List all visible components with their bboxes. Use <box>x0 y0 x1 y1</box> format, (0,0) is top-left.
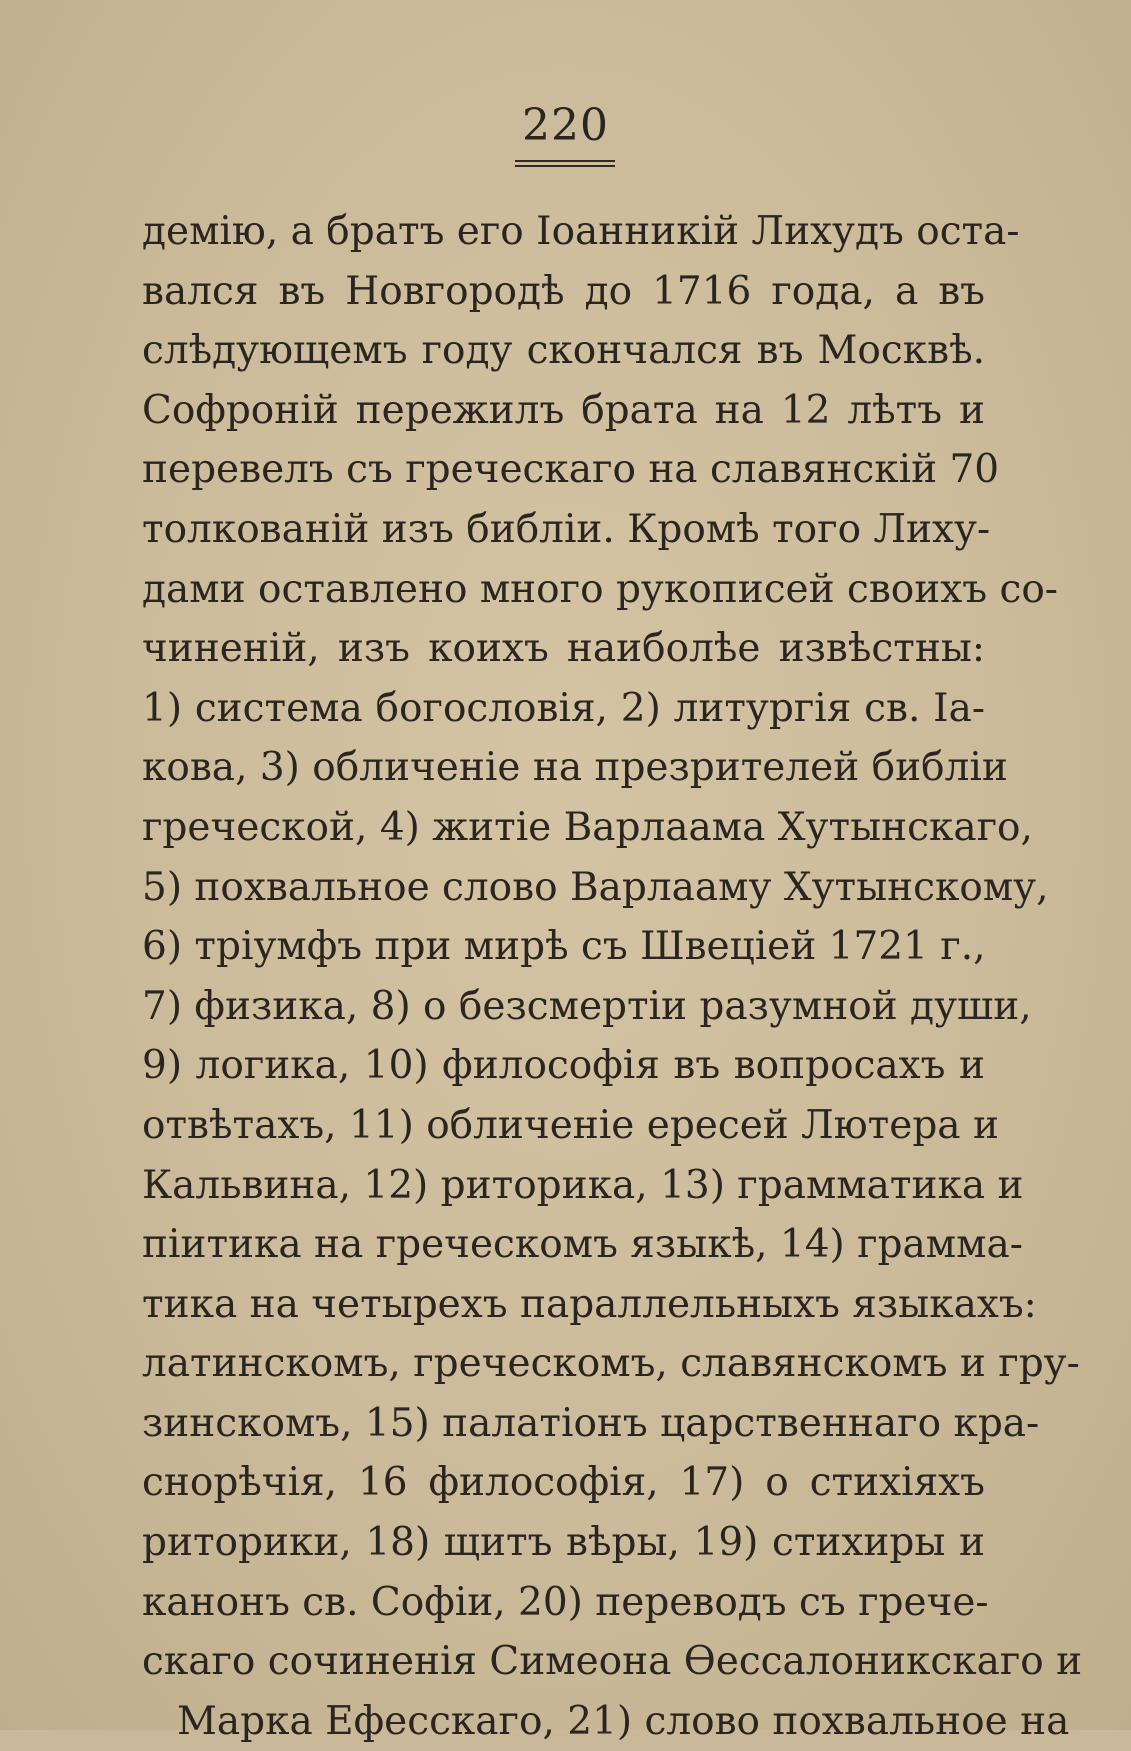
text-line: Кальвина, 12) риторика, 13) грамматика и <box>142 1162 1024 1208</box>
text-line: Софроній пережилъ брата на 12 лѣтъ и <box>142 387 985 433</box>
text-line: зинскомъ, 15) палатіонъ царственнаго кра- <box>142 1400 1040 1446</box>
text-line: отвѣтахъ, 11) обличеніе ересей Лютера и <box>142 1102 999 1148</box>
text-line: толкованій изъ библіи. Кромѣ того Лиху- <box>142 506 991 552</box>
header-rule-top <box>515 160 615 162</box>
text-line: 9) логика, 10) философія въ вопросахъ и <box>142 1043 985 1089</box>
text-line: Марка Ефесскаго, 21) слово похвальное на <box>177 1698 1070 1744</box>
text-line: 1) система богословія, 2) литургія св. Іа- <box>142 685 985 731</box>
text-line: слѣдующемъ году скончался въ Москвѣ. <box>142 328 985 374</box>
text-line: снорѣчія, 16 философія, 17) о стихіяхъ <box>142 1460 985 1506</box>
text-line: канонъ св. Софіи, 20) переводъ съ грече- <box>142 1579 989 1625</box>
text-line: риторики, 18) щитъ вѣры, 19) стихиры и <box>142 1520 985 1566</box>
text-line: тика на четырехъ параллельныхъ языкахъ: <box>142 1281 1037 1327</box>
text-line: латинскомъ, греческомъ, славянскомъ и гру- <box>142 1341 1080 1387</box>
text-line: 6) тріумфъ при мирѣ съ Швеціей 1721 г., <box>142 924 986 970</box>
text-line: 5) похвальное слово Варлааму Хутынскому, <box>142 864 1049 910</box>
text-line: вался въ Новгородѣ до 1716 года, а въ <box>142 268 985 314</box>
text-line: 7) физика, 8) о безсмертіи разумной души, <box>142 983 1032 1029</box>
text-line: демію, а братъ его Іоанникій Лихудъ оста- <box>142 209 1020 254</box>
text-line: дами оставлено много рукописей своихъ со- <box>142 566 1058 612</box>
text-line: піитика на греческомъ языкѣ, 14) грамма- <box>142 1222 1023 1268</box>
header-rule-bottom <box>515 165 615 167</box>
text-line: кова, 3) обличеніе на презрителей библіи <box>142 745 1008 791</box>
page-number: 220 <box>522 100 609 151</box>
text-line: чиненій, изъ коихъ наиболѣе извѣстны: <box>142 626 985 672</box>
text-line: скаго сочиненія Симеона Ѳессалоникскаго и <box>142 1639 1083 1685</box>
text-line: греческой, 4) житіе Варлаама Хутынскаго, <box>142 804 1033 850</box>
body-text <box>142 202 1083 1751</box>
text-line: перевелъ съ греческаго на славянскій 70 <box>142 447 1000 493</box>
